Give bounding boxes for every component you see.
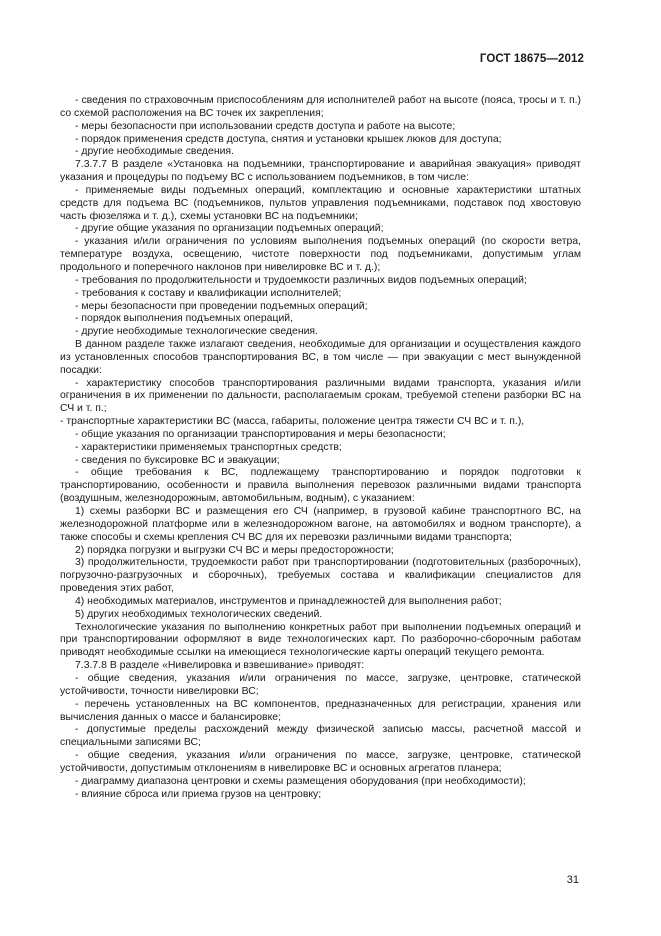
paragraph: - указания и/или ограничения по условиям выполнения подъемных операций (по скорости ветра, температуре воздуха, освещению, чистоте поверхности под подъемниками, допустимым углам продольного и поперечного наклонов при нивелировке ВС и т. д.);: [60, 236, 581, 273]
paragraph: - влияние сброса или приема грузов на центровку;: [75, 788, 322, 800]
paragraph: 7.3.7.8 В разделе «Нивелировка и взвешивание» приводят:: [75, 660, 365, 672]
paragraph: 7.3.7.7 В разделе «Установка на подъемники, транспортирование и аварийная эвакуация» приводят указания и процедуры по подъему ВС с использованием подъемников, в том числе:: [60, 159, 581, 184]
paragraph: - диаграмму диапазона центровки и схемы размещения оборудования (при необходимости);: [75, 775, 526, 787]
paragraph: Технологические указания по выполнению конкретных работ при выполнении подъемных операций и при транспортировании оформляют в виде технологических карт. По разборочно-сборочным работам приводят необходимые ссылки на имеющиеся технологические карты операций текущего ремонта.: [60, 621, 581, 659]
paragraph: - порядок применения средств доступа, снятия и установки крышек люков для доступа;: [75, 133, 502, 145]
paragraph: - характеристику способов транспортирования различными видами транспорта, указания и/или ограничения в их применении по дальности, располагаемым срокам, требуемой степени разборки ВС на СЧ и т. п.;: [60, 377, 581, 415]
paragraph: - другие необходимые сведения.: [75, 146, 234, 158]
paragraph: - другие общие указания по организации подъемных операций;: [75, 223, 384, 235]
paragraph: - общие требования к ВС, подлежащему транспортированию и порядок подготовки к транспортированию, особенности и правила выполнения перевозок различными видами транспорта (воздушным, железнодорожным, автомобильным, водным), с указанием:: [60, 467, 581, 505]
paragraph: - меры безопасности при использовании средств доступа и работе на высоте;: [75, 120, 456, 132]
paragraph: - меры безопасности при проведении подъемных операций;: [75, 300, 368, 312]
paragraph: - перечень установленных на ВС компонентов, предназначенных для регистрации, хранения или вычисления данных о массе и балансировке;: [60, 698, 581, 723]
paragraph: - сведения по страховочным приспособлениям для исполнителей работ на высоте (пояса, тросы и т. п.) со схемой расположения на ВС точек их закрепления;: [60, 95, 581, 119]
paragraph: - общие сведения, указания и/или ограничения по массе, загрузке, центровке, статической устойчивости, допустимым отклонениям в нивелировке ВС и основных агрегатов планера;: [60, 750, 581, 774]
page-number: 31: [566, 874, 579, 886]
paragraph: В данном разделе также излагают сведения, необходимые для организации и осуществления каждого из установленных способов транспортирования ВС, в том числе — при эвакуации с мест вынужденной посадки:: [60, 339, 581, 376]
paragraph: - другие необходимые технологические сведения.: [75, 326, 318, 338]
paragraph: 3) продолжительности, трудоемкости работ при транспортировании (подготовительных (разборочных), погрузочно-разгрузочных и сборочных), требуемых состава и квалификации специалистов для проведения этих работ,: [60, 557, 581, 595]
paragraph: 2) порядка погрузки и выгрузки СЧ ВС и меры предосторожности;: [75, 544, 394, 556]
paragraph: 4) необходимых материалов, инструментов и принадлежностей для выполнения работ;: [75, 595, 502, 607]
paragraph: - общие сведения, указания и/или ограничения по массе, загрузке, центровке, статической устойчивости, точности нивелировки ВС;: [60, 672, 581, 697]
paragraph: - требования к составу и квалификации исполнителей;: [75, 287, 342, 299]
paragraph: 1) схемы разборки ВС и размещения его СЧ (например, в грузовой кабине транспортного ВС, на железнодорожной платформе или в железнодорожном вагоне, на автомобилях и водном транспорте), а также способы и схемы крепления СЧ ВС для их перевозки различными видами транспорта;: [60, 506, 581, 543]
paragraph: - применяемые виды подъемных операций, комплектацию и основные характеристики штатных средств для подъема ВС (подъемников, пультов управления подъемниками, подставок под хвостовую часть фюзеляжа и т. д.), схемы установки ВС на подъемники;: [60, 184, 581, 222]
paragraph: - сведения по буксировке ВС и эвакуации;: [75, 454, 280, 466]
paragraph: - допустимые пределы расхождений между физической записью массы, расчетной массой и специальными записями ВС;: [60, 724, 581, 749]
paragraph: - характеристики применяемых транспортных средств;: [75, 441, 342, 453]
paragraph: - транспортные характеристики ВС (масса, габариты, положение центра тяжести СЧ ВС и т. п.),: [60, 416, 525, 428]
paragraph: 5) других необходимых технологических сведений.: [75, 608, 323, 620]
paragraph: - порядок выполнения подъемных операций,: [75, 313, 293, 325]
document-code: ГОСТ 18675—2012: [479, 53, 584, 65]
paragraph: - общие указания по организации транспортирования и меры безопасности;: [75, 428, 446, 440]
paragraph: - требования по продолжительности и трудоемкости различных видов подъемных операций;: [75, 274, 527, 286]
body-text: [60, 95, 581, 801]
